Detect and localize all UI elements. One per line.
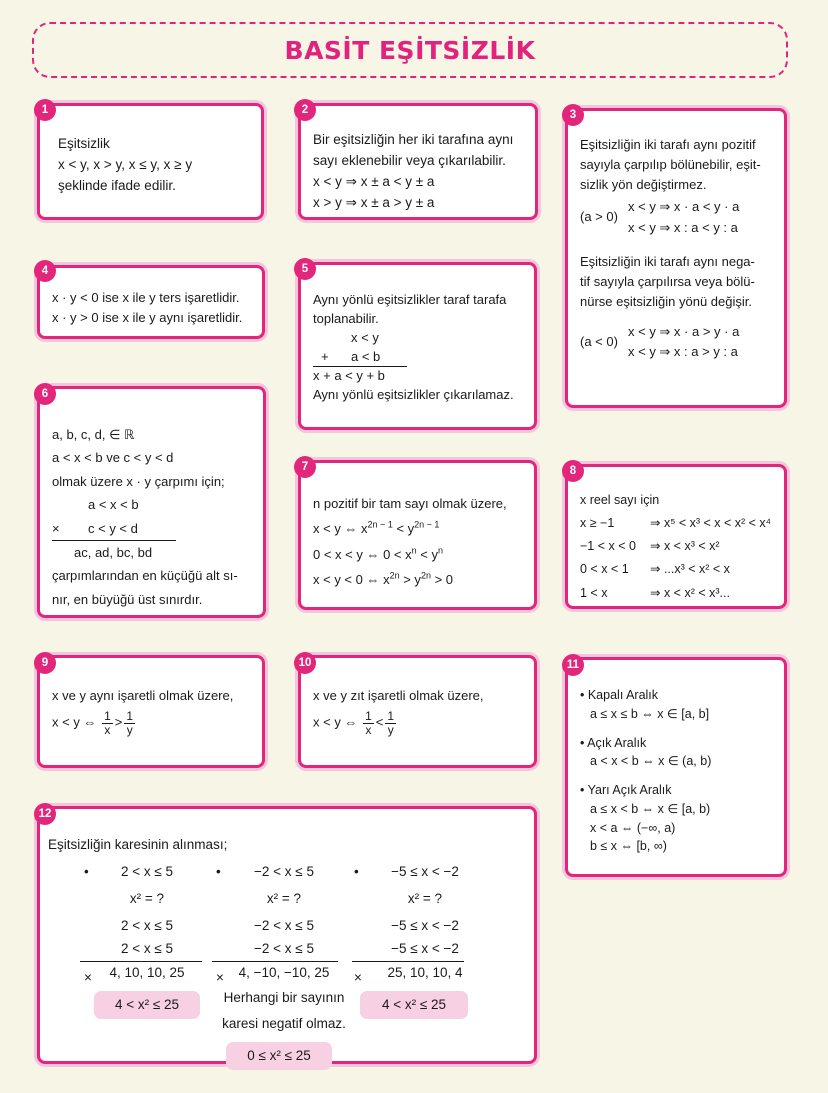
box7-rule <box>313 542 522 567</box>
badge-5: 5 <box>294 258 316 280</box>
box-6 <box>37 386 266 618</box>
column-text: −5 ≤ x < −2 <box>391 917 459 933</box>
box2-line: sayı eklenebilir veya çıkarılabilir. <box>313 152 506 168</box>
fraction-1-over-y: $\frac{1}{y}$ <box>126 709 134 737</box>
box6-line: ac, ad, bc, bd <box>74 544 153 560</box>
box4-line: x · y < 0 ise x ile y ters işaretlidir. <box>52 290 240 305</box>
square-column-1 <box>84 861 206 1019</box>
box6-line: a, b, c, d, ∈ ℝ <box>52 427 135 442</box>
bullet: • <box>84 864 89 879</box>
exponent: 2n <box>389 570 400 581</box>
box2-line: Bir eşitsizliğin her iki tarafına aynı <box>313 132 514 147</box>
box3-line: Eşitsizliğin iki tarafı aynı nega- <box>580 253 755 269</box>
box10-prefix: x < y ⇔ <box>313 714 358 730</box>
box3-formula: x < y ⇒ x : a > y : a <box>628 344 738 360</box>
badge-2: 2 <box>294 99 316 121</box>
badge-3: 3 <box>562 104 584 126</box>
exponent: 2n <box>420 570 431 581</box>
column-text: −5 ≤ x < −2 <box>391 940 459 956</box>
box-11 <box>565 657 787 877</box>
column-text: x² = ? <box>129 890 165 906</box>
badge-12: 12 <box>34 803 56 825</box>
result-chip: 4 < x² ≤ 25 <box>94 991 200 1019</box>
exponent: n <box>411 545 417 556</box>
column-note: Herhangi bir sayının <box>223 989 345 1005</box>
rule-text: > y <box>399 572 421 588</box>
result-chip: 4 < x² ≤ 25 <box>360 991 468 1019</box>
box-1 <box>37 103 264 220</box>
box8-line: x reel sayı için <box>580 493 660 507</box>
multiply-operator: × <box>84 970 92 985</box>
box3-condition: (a > 0) <box>580 209 618 225</box>
box6-line: nır, en büyüğü üst sınırdır. <box>52 591 203 607</box>
box8-result: ⇒ x < x³ < x² <box>650 539 720 554</box>
box-9 <box>37 655 265 768</box>
rule-text: < y <box>416 546 438 562</box>
multiply-operator: × <box>52 520 60 536</box>
fraction-1-over-x: $\frac{1}{x}$ <box>365 709 372 737</box>
box3-line: nürse eşitsizliğin yönü değişir. <box>580 293 752 309</box>
box6-line: olmak üzere x · y çarpımı için; <box>52 473 225 489</box>
box8-case: 1 < x <box>580 585 608 600</box>
column-text: −2 < x ≤ 5 <box>254 864 314 879</box>
interval-heading: • Kapalı Aralık <box>580 688 659 702</box>
box-12 <box>37 806 537 1064</box>
column-text: 2 < x ≤ 5 <box>120 940 174 956</box>
interval-formula: x < a ⇔ (−∞, a) <box>590 820 676 835</box>
bullet: • <box>216 864 221 879</box>
column-note: karesi negatif olmaz. <box>222 1015 346 1031</box>
interval-formula: a < x < b ⇔ x ∈ (a, b) <box>590 754 712 769</box>
badge-10: 10 <box>294 652 316 674</box>
exponent: 2n − 1 <box>414 520 440 531</box>
box7-rule <box>313 516 522 541</box>
box1-line: x < y, x > y, x ≤ y, x ≥ y <box>58 156 193 172</box>
box8-result: ⇒ x < x² < x³... <box>650 585 730 600</box>
fraction-1-over-x: $\frac{1}{x}$ <box>104 709 111 737</box>
box5-line: toplanabilir. <box>313 310 379 326</box>
bullet: • <box>354 864 359 879</box>
column-products: 4, −10, −10, 25 <box>238 964 330 980</box>
exponent: n <box>437 545 443 556</box>
interval-heading: • Açık Aralık <box>580 735 647 750</box>
box3-formula: x < y ⇒ x · a > y · a <box>628 324 740 340</box>
box3-line: tif sayıyla çarpılırsa veya bölü- <box>580 273 755 289</box>
plus-operator: + <box>321 348 329 364</box>
column-text: x² = ? <box>407 890 443 906</box>
badge-6: 6 <box>34 383 56 405</box>
column-text: −2 < x ≤ 5 <box>254 917 314 933</box>
rule-text: x < y < 0 ⇔ x <box>313 572 390 588</box>
box12-title: Eşitsizliğin karesinin alınması; <box>48 837 228 852</box>
rule-text: 0 < x < y ⇔ 0 < x <box>313 546 412 562</box>
box5-line: a < b <box>351 348 381 364</box>
interval-heading: • Yarı Açık Aralık <box>580 783 672 797</box>
badge-4: 4 <box>34 260 56 282</box>
box-2 <box>298 103 538 220</box>
box2-line: x < y ⇒ x ± a < y ± a <box>313 173 435 189</box>
box-4 <box>37 265 265 339</box>
box8-case: 0 < x < 1 <box>580 562 629 577</box>
interval-formula: b ≤ x ⇔ [b, ∞) <box>590 839 667 854</box>
box5-line: Aynı yönlü eşitsizlikler çıkarılamaz. <box>313 387 514 403</box>
badge-7: 7 <box>294 456 316 478</box>
box3-line: sizlik yön değiştirmez. <box>580 177 707 193</box>
column-text: 2 < x ≤ 5 <box>120 917 174 933</box>
box6-line: c < y < d <box>88 520 138 536</box>
box7-rule <box>313 567 522 592</box>
box10-line: x ve y zıt işaretli olmak üzere, <box>313 688 484 703</box>
box1-line: şeklinde ifade edilir. <box>58 177 176 193</box>
title-banner <box>32 22 788 78</box>
rule-text: > 0 <box>430 572 453 588</box>
box-3 <box>565 108 787 408</box>
box-7 <box>298 460 537 610</box>
column-text: −2 < x ≤ 5 <box>254 940 314 956</box>
box8-result: ⇒ ...x³ < x² < x <box>650 562 730 577</box>
box8-case: x ≥ −1 <box>580 516 615 531</box>
interval-formula: a ≤ x ≤ b ⇔ x ∈ [a, b] <box>590 706 710 721</box>
fraction-1-over-y: $\frac{1}{y}$ <box>387 709 395 737</box>
box6-line: a < x < b <box>88 497 139 513</box>
square-column-2 <box>216 861 348 1070</box>
box8-case: −1 < x < 0 <box>580 539 636 554</box>
box8-result: ⇒ x⁵ < x³ < x < x² < x⁴ <box>650 516 772 531</box>
box6-line: a < x < b ve c < y < d <box>52 450 174 466</box>
column-products: 4, 10, 10, 25 <box>109 964 185 980</box>
box7-line: n pozitif bir tam sayı olmak üzere, <box>313 496 507 511</box>
box3-condition: (a < 0) <box>580 334 618 350</box>
column-products: 25, 10, 10, 4 <box>387 964 463 980</box>
badge-11: 11 <box>562 654 584 676</box>
column-text: x² = ? <box>266 890 302 906</box>
exponent: 2n − 1 <box>367 520 393 531</box>
column-text: −5 ≤ x < −2 <box>391 864 459 879</box>
box-8 <box>565 464 787 609</box>
box3-formula: x < y ⇒ x · a < y · a <box>628 199 740 215</box>
relation: < <box>375 714 384 730</box>
box9-prefix: x < y ⇔ <box>52 714 97 730</box>
page-title: BASİT EŞİTSİZLİK <box>284 35 536 65</box>
box-10 <box>298 655 537 768</box>
box5-line: x < y <box>351 329 379 345</box>
multiply-operator: × <box>354 970 362 985</box>
box3-formula: x < y ⇒ x : a < y : a <box>628 219 738 235</box>
box3-line: Eşitsizliğin iki tarafı aynı pozitif <box>580 137 756 152</box>
box3-line: sayıyla çarpılıp bölünebilir, eşit- <box>580 157 761 173</box>
box9-line: x ve y aynı işaretli olmak üzere, <box>52 688 234 703</box>
badge-8: 8 <box>562 460 584 482</box>
rule-text: < y <box>392 521 415 537</box>
badge-1: 1 <box>34 99 56 121</box>
badge-9: 9 <box>34 652 56 674</box>
box5-line: Aynı yönlü eşitsizlikler taraf tarafa <box>313 292 507 307</box>
relation: > <box>114 714 123 730</box>
box1-line: Eşitsizlik <box>58 136 110 151</box>
box2-line: x > y ⇒ x ± a > y ± a <box>313 194 435 210</box>
rule-text: x < y ⇔ x <box>313 521 368 537</box>
column-text: 2 < x ≤ 5 <box>120 864 174 879</box>
box-5 <box>298 262 537 430</box>
box4-line: x · y > 0 ise x ile y aynı işaretlidir. <box>52 310 243 326</box>
box5-line: x + a < y + b <box>313 368 385 384</box>
square-column-3 <box>354 861 490 1019</box>
result-chip: 0 ≤ x² ≤ 25 <box>226 1042 332 1070</box>
box6-line: çarpımlarından en küçüğü alt sı- <box>52 568 238 584</box>
interval-formula: a ≤ x < b ⇔ x ∈ [a, b) <box>590 801 711 816</box>
multiply-operator: × <box>216 970 224 985</box>
